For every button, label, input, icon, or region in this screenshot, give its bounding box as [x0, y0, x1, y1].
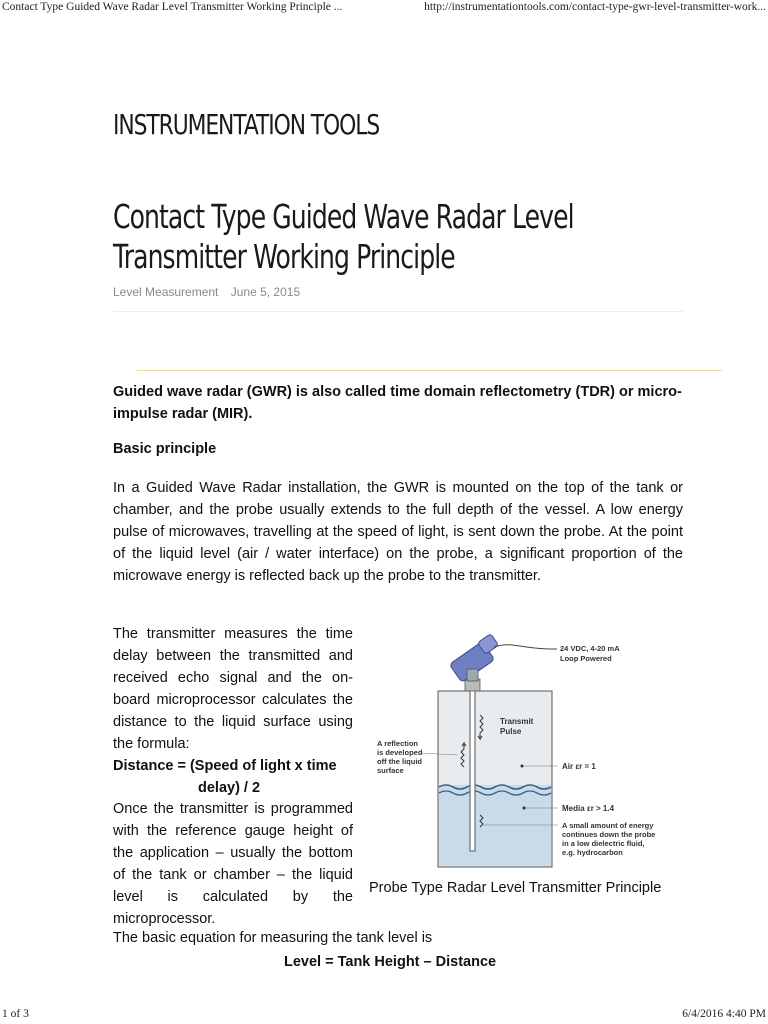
- divider: [113, 311, 683, 312]
- label-media: Media εr > 1.4: [562, 804, 615, 813]
- print-header: [0, 0, 768, 18]
- paragraph-1: In a Guided Wave Radar installation, the GWR is mounted on the top of the tank or chamber, and the probe usually extends to the full depth of the vessel. A low energy pulse of microwaves, travelling at the speed of light, is sent down the probe. At the point of the liquid level (air / water interface) on the probe, a significant proportion of the microwave energy is reflected back up the probe to the transmitter.: [113, 480, 683, 584]
- label-air: Air εr = 1: [562, 762, 596, 771]
- formula-line-2: delay) / 2: [198, 780, 261, 796]
- article-title: Contact Type Guided Wave Radar Level Transmitter Working Principle: [113, 197, 574, 276]
- label-small-4: e.g. hydrocarbon: [562, 848, 623, 857]
- print-datetime: 6/4/2016 4:40 PM: [682, 1008, 766, 1020]
- probe: [470, 679, 475, 851]
- page-count: 1 of 3: [2, 1008, 29, 1020]
- media-point: [523, 807, 526, 810]
- label-small-1: A small amount of energy: [562, 821, 654, 830]
- section-heading: Basic principle: [113, 441, 217, 457]
- formula-line-1: Distance = (Speed of light x time: [113, 758, 337, 774]
- post-date: June 5, 2015: [230, 285, 301, 299]
- label-transmit-2: Pulse: [500, 727, 522, 736]
- paragraph-4: The basic equation for measuring the tank level is: [113, 930, 433, 946]
- gwr-diagram: [372, 625, 682, 875]
- liquid: [439, 785, 551, 866]
- transmitter-head: [449, 634, 498, 683]
- page-title: Contact Type Guided Wave Radar Level Transmitter Working Principle ...: [2, 1, 343, 13]
- site-name[interactable]: INSTRUMENTATION TOOLS: [113, 108, 380, 141]
- air-point: [521, 765, 524, 768]
- level-equation: Level = Tank Height – Distance: [284, 954, 497, 970]
- label-reflection-1: A reflection: [377, 739, 418, 748]
- intro-text: Guided wave radar (GWR) is also called time domain reflectometry (TDR) or micro-impulse radar (MIR).: [113, 384, 682, 422]
- paragraph-3: Once the transmitter is programmed with the reference gauge height of the application – usually the bottom of the tank or chamber – the liquid level is calculated by the microprocessor.: [113, 801, 353, 927]
- category-link[interactable]: Level Measurement: [113, 285, 219, 299]
- label-reflection-4: surface: [377, 766, 404, 775]
- label-power-1: 24 VDC, 4-20 mA: [560, 644, 620, 653]
- label-reflection-3: off the liquid: [377, 757, 422, 766]
- label-small-2: continues down the probe: [562, 830, 656, 839]
- article-meta: [113, 285, 309, 299]
- label-power-2: Loop Powered: [560, 654, 612, 663]
- paragraph-2: The transmitter measures the time delay between the transmitted and received echo signal and the on-board microprocessor calculates the distance to the liquid surface using the formula:: [113, 626, 353, 752]
- label-transmit-1: Transmit: [500, 717, 534, 726]
- power-cable: [494, 645, 557, 649]
- label-small-3: in a low dielectric fluid,: [562, 839, 645, 848]
- label-reflection-2: is developed: [377, 748, 423, 757]
- page-url[interactable]: http://instrumentationtools.com/contact-type-gwr-level-transmitter-work...: [424, 1, 766, 13]
- figure-caption: Probe Type Radar Level Transmitter Principle: [369, 880, 662, 896]
- accent-divider: [137, 370, 722, 371]
- print-footer: [0, 1006, 768, 1024]
- distance-formula: [113, 755, 355, 799]
